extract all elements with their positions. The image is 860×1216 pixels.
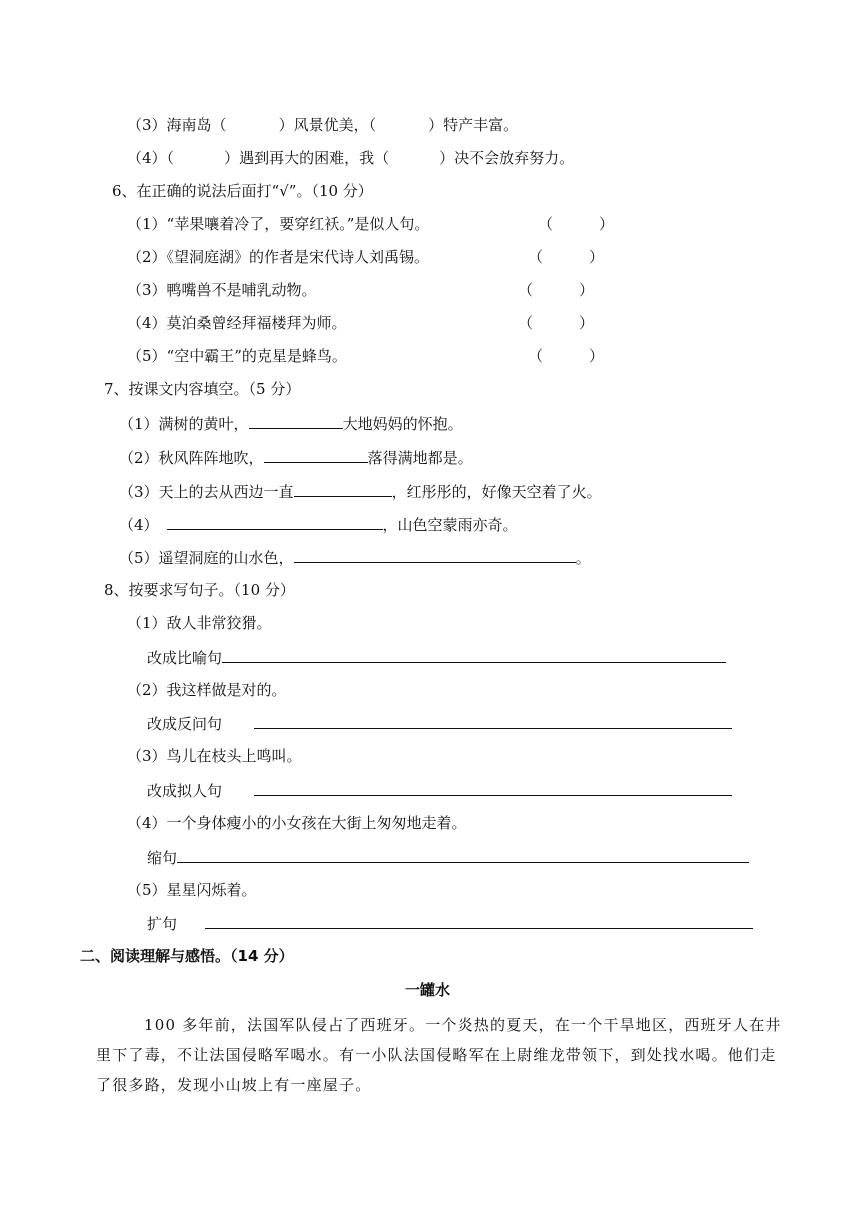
item-number: （4） — [127, 149, 167, 167]
answer-line[interactable] — [205, 913, 753, 929]
q6-item-2: （2）《望洞庭湖》的作者是宋代诗人刘禹锡。 — [127, 248, 430, 266]
fill-blank[interactable] — [264, 447, 368, 463]
passage-paragraph: 100 多年前，法国军队侵占了西班牙。一个炎热的夏天，在一个干旱地区，西班牙人在井里下了毒，不让法国侵略军喝水。有一小队法国侵略军在上尉维龙带领下，到处找水喝。他们走了很多路，发现小山坡上有一座屋子。 — [96, 1016, 782, 1094]
q6-answer-box-3[interactable]: （ ） — [518, 281, 595, 299]
q5-item-3: （3）海南岛（ ）风景优美，（ ）特产丰富。 — [127, 116, 519, 134]
q7-item-5: （5）遥望洞庭的山水色， 。 — [119, 549, 591, 567]
fill-blank[interactable] — [167, 514, 383, 530]
q8-item-4: （4）一个身体瘦小的小女孩在大街上匆匆地走着。 — [127, 814, 467, 832]
q8-item-5: （5）星星闪烁着。 — [127, 881, 257, 899]
q5-item-4: （4）（ ）遇到再大的困难，我（ ）决不会放弃努力。 — [127, 149, 575, 167]
q7-title: 7、按课文内容填空。（5 分） — [104, 380, 301, 398]
q7-item-1: （1）满树的黄叶， 大地妈妈的怀抱。 — [119, 415, 463, 433]
q8-task-3: 改成拟人句 — [147, 780, 732, 801]
q8-task-5: 扩句 — [147, 913, 753, 934]
q6-answer-box-2[interactable]: （ ） — [528, 248, 605, 266]
fill-blank[interactable] — [294, 547, 576, 563]
q6-answer-box-1[interactable]: （ ） — [538, 215, 615, 233]
q8-task-1: 改成比喻句 — [147, 647, 726, 668]
q6-item-1: （1）“苹果嚷着冷了，要穿红袄。”是似人句。 — [127, 215, 430, 233]
answer-line[interactable] — [177, 847, 749, 863]
answer-line[interactable] — [222, 647, 726, 663]
fill-blank[interactable] — [294, 481, 392, 497]
q7-item-2: （2）秋风阵阵地吹， 落得满地都是。 — [119, 449, 473, 467]
q7-item-4: （4） ，山色空蒙雨亦奇。 — [119, 516, 518, 534]
q8-title: 8、按要求写句子。（10 分） — [104, 581, 295, 599]
q8-item-2: （2）我这样做是对的。 — [127, 681, 287, 699]
q8-task-4: 缩句 — [147, 847, 749, 868]
answer-line[interactable] — [254, 780, 732, 796]
q6-title: 6、在正确的说法后面打“√”。（10 分） — [112, 182, 373, 200]
q6-item-4: （4）莫泊桑曾经拜福楼拜为师。 — [127, 314, 347, 332]
item-number: （3） — [127, 116, 167, 134]
q8-item-1: （1）敌人非常狡猾。 — [127, 614, 272, 632]
q6-item-5: （5）“空中霸王”的克星是蜂鸟。 — [127, 347, 347, 365]
section-heading: 二、阅读理解与感悟。（14 分） — [80, 947, 294, 965]
q6-item-3: （3）鸭嘴兽不是哺乳动物。 — [127, 281, 317, 299]
q7-item-3: （3）天上的去从西边一直 ，红彤彤的，好像天空着了火。 — [119, 483, 602, 501]
answer-line[interactable] — [254, 713, 732, 729]
passage-title: 一罐水 — [405, 981, 451, 999]
q8-item-3: （3）鸟儿在枝头上鸣叫。 — [127, 747, 302, 765]
q8-task-2: 改成反问句 — [147, 713, 732, 734]
fill-blank[interactable] — [249, 413, 343, 429]
q6-answer-box-4[interactable]: （ ） — [518, 314, 595, 332]
q6-answer-box-5[interactable]: （ ） — [528, 347, 605, 365]
